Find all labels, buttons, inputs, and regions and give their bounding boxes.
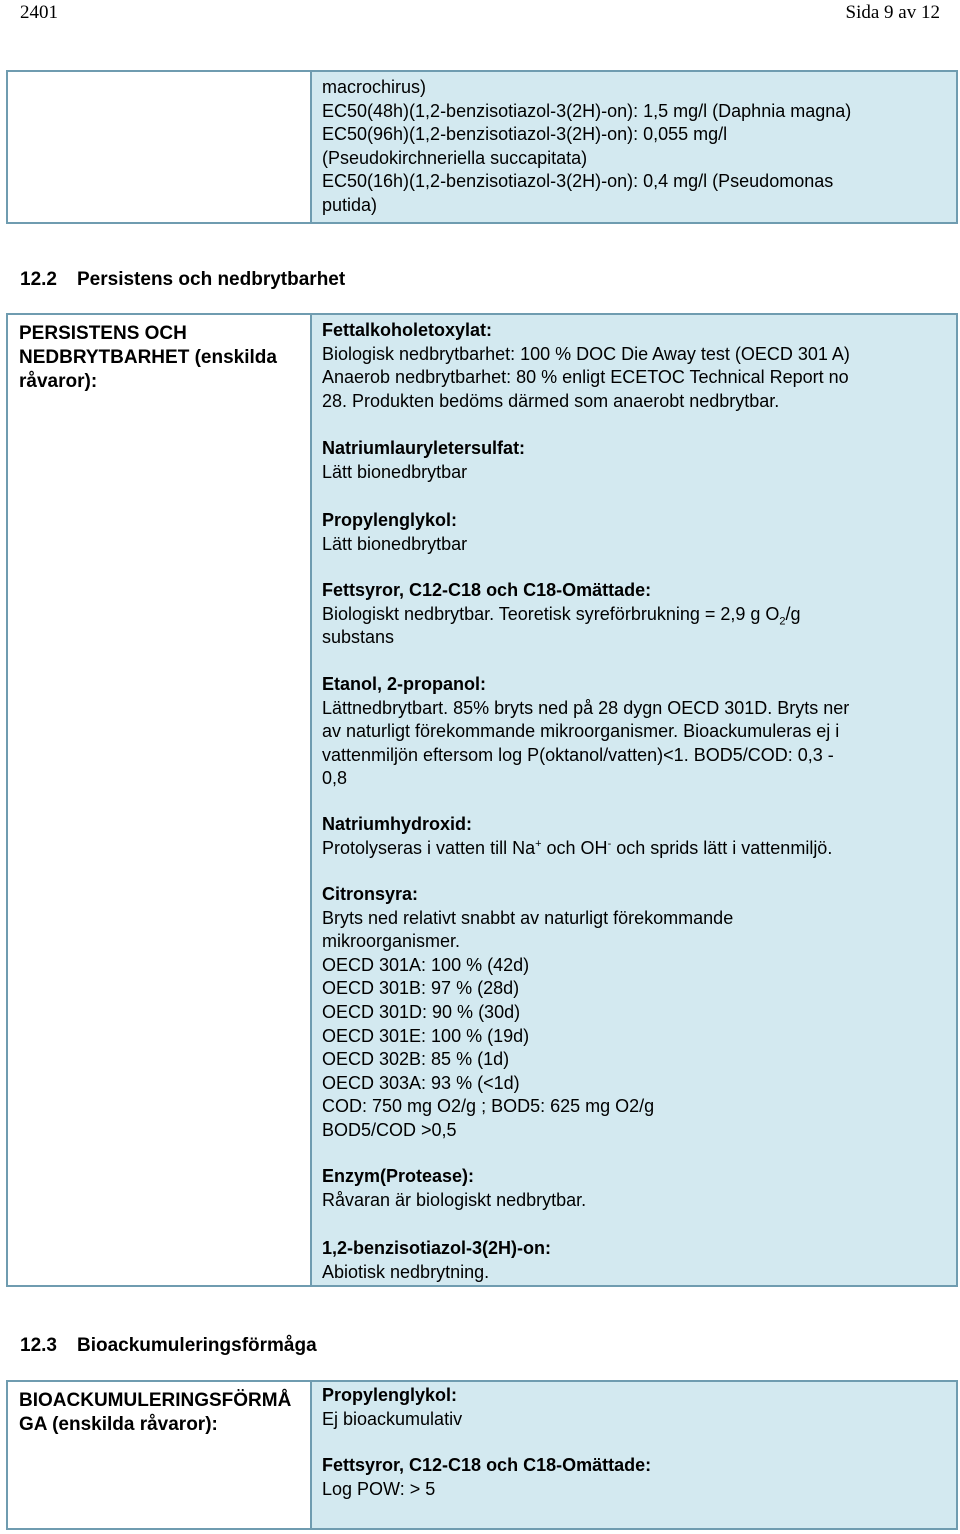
text-line: Ej bioackumulativ [322,1408,463,1429]
section-heading-12-3 [20,1335,317,1357]
table-right-cell [312,1382,956,1528]
table-left-cell [8,1382,312,1528]
text-line: BOD5/COD >0,5 [322,1119,457,1140]
text-line: OECD 301D: 90 % (30d) [322,1001,521,1022]
fettalkoholetoxylat-block [322,319,926,413]
ecotox-continuation-table [6,70,958,224]
superscript: - [607,837,612,850]
table-right-cell [312,315,956,1285]
text-run: och sprids lätt i vattenmiljö. [611,837,833,858]
text-line: Bryts ned relativt snabbt av naturligt förekommande [322,907,734,928]
label-line: GA (enskilda råvaror): [19,1414,218,1435]
table-right-cell [312,72,956,222]
text-line: Lättnedbrytbart. 85% bryts ned på 28 dygn OECD 301D. Bryts ner [322,697,850,718]
substance-heading: Fettalkoholetoxylat: [322,320,493,340]
substance-heading: 1,2-benzisotiazol-3(2H)-on: [322,1238,552,1258]
propylenglykol-block [322,509,926,556]
text-run: och OH [541,837,608,858]
page-header [20,0,940,24]
section-title: Bioackumuleringsförmåga [77,1335,317,1356]
persistens-table [6,313,958,1287]
bioackumulering-label [19,1389,299,1437]
text-line: av naturligt förekommande mikroorganismer. Bioackumuleras ej i [322,721,840,742]
label-line: PERSISTENS OCH [19,323,187,344]
benzisotiazol-block [322,1237,926,1284]
etanol-block [322,673,926,791]
propylenglykol-block [322,1384,926,1431]
citronsyra-block [322,883,926,1143]
substance-heading: Etanol, 2-propanol: [322,674,486,694]
text-run: /g [785,603,801,624]
text-line: Anaerob nedbrytbarhet: 80 % enligt ECETOC Technical Report no [322,367,849,388]
bioackumulering-table [6,1380,958,1530]
label-line: NEDBRYTBARHET (enskilda [19,347,277,368]
text-line: Abiotisk nedbrytning. [322,1261,490,1282]
text-line: macrochirus) [322,77,427,97]
text-run: Protolyseras i vatten till Na [322,837,536,858]
substance-heading: Citronsyra: [322,884,419,904]
text-line: OECD 301B: 97 % (28d) [322,978,520,999]
text-line: OECD 301E: 100 % (19d) [322,1025,530,1046]
text-line: 28. Produkten bedöms därmed som anaerobt nedbrytbar. [322,390,780,411]
substance-heading: Propylenglykol: [322,510,458,530]
text-line [322,837,926,861]
substance-heading: Propylenglykol: [322,1385,458,1405]
text-line: (Pseudokirchneriella succapitata) [322,147,588,168]
text-line: OECD 303A: 93 % (<1d) [322,1072,520,1093]
substance-heading: Natriumhydroxid: [322,814,473,834]
text-line: EC50(48h)(1,2-benzisotiazol-3(2H)-on): 1,5 mg/l (Daphnia magna) [322,100,852,121]
text-line: putida) [322,194,378,215]
section-number: 12.2 [20,269,57,290]
text-line: Lätt bionedbrytbar [322,533,468,554]
text-line: mikroorganismer. [322,931,461,952]
page-number: Sida 9 av 12 [845,2,940,23]
substance-heading: Fettsyror, C12-C18 och C18-Omättade: [322,1455,652,1475]
substance-heading: Natriumlauryletersulfat: [322,438,526,458]
ecotox-values [322,76,926,218]
text-line [322,603,926,627]
text-line: Råvaran är biologiskt nedbrytbar. [322,1189,587,1210]
text-line: EC50(16h)(1,2-benzisotiazol-3(2H)-on): 0,4 mg/l (Pseudomonas [322,171,834,192]
fettsyror-block [322,1454,926,1501]
section-heading-12-2 [20,269,345,291]
text-line: 0,8 [322,768,348,789]
persistens-label [19,322,299,394]
table-left-cell [8,315,312,1285]
document-number: 2401 [20,2,58,23]
natriumlauryletersulfat-block [322,437,926,484]
text-run: Biologiskt nedbrytbar. Teoretisk syreförbrukning = 2,9 g O [322,603,780,624]
section-number: 12.3 [20,1335,57,1356]
table-left-cell [8,72,312,222]
fettsyror-block [322,579,926,650]
substance-heading: Enzym(Protease): [322,1166,475,1186]
text-line: Lätt bionedbrytbar [322,461,468,482]
natriumhydroxid-block [322,813,926,860]
enzym-block [322,1165,926,1212]
text-line: Biologisk nedbrytbarhet: 100 % DOC Die Away test (OECD 301 A) [322,343,850,364]
label-line: BIOACKUMULERINGSFÖRMÅ [19,1390,292,1411]
text-line: EC50(96h)(1,2-benzisotiazol-3(2H)-on): 0,055 mg/l [322,124,728,145]
subscript: 2 [779,615,786,628]
label-line: råvaror): [19,371,98,392]
text-line: Log POW: > 5 [322,1478,436,1499]
substance-heading: Fettsyror, C12-C18 och C18-Omättade: [322,580,652,600]
text-line: OECD 301A: 100 % (42d) [322,954,530,975]
text-line: vattenmiljön eftersom log P(oktanol/vatten)<1. BOD5/COD: 0,3 - [322,744,834,765]
text-line: substans [322,627,395,648]
superscript: + [535,837,542,850]
text-line: COD: 750 mg O2/g ; BOD5: 625 mg O2/g [322,1096,655,1117]
text-line: OECD 302B: 85 % (1d) [322,1049,510,1070]
section-title: Persistens och nedbrytbarhet [77,269,346,290]
